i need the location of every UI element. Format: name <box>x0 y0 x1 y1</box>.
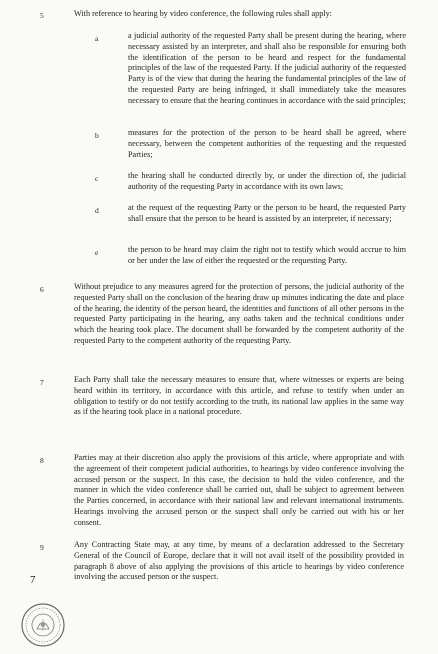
paragraph-text: Without prejudice to any measures agreed for the protection of persons, the judicial authority of the requested Party shall on the conclusion of the hearing draw up minutes indicating the date and place of the hearing, the identity of the person heard, the identities and functions of all other persons in the requested Party participating in the hearing, any oaths taken and the technical conditions under which the hearing took place. The document shall be forwarded by the competent authority of the requested Party to the competent authority of the requesting Party. <box>74 282 404 345</box>
official-seal-icon <box>20 602 66 648</box>
subparagraph-text: a judicial authority of the requested Party shall be present during the hearing, where necessary assisted by an interpreter, and shall also be responsible for ensuring both the identification of the person to be heard and respect for the fundamental principles of the law of the requested Party. If the judicial authority of the requested Party is of the view that during the hearing the fundamental principles of the law of the requested Party are being infringed, it shall immediately take the measures necessary to ensure that the hearing continues in accordance with the said principles; <box>128 31 406 105</box>
subparagraph-letter: a <box>95 34 99 43</box>
subparagraph-letter: c <box>95 174 99 183</box>
subparagraph-text: the hearing shall be conducted directly by, or under the direction of, the judicial authority of the requesting Party in accordance with its own laws; <box>128 171 406 191</box>
subparagraph-text: at the request of the requesting Party or the person to be heard, the requested Party shall ensure that the person to be heard is assisted by an interpreter, if necessary; <box>128 203 406 223</box>
paragraph-text: Each Party shall take the necessary measures to ensure that, where witnesses or experts are being heard within its territory, in accordance with this article, and refuse to testify when under an obligation to testify or do not testify according to the truth, its national law applies in the same way as if the hearing took place in a national procedure. <box>74 375 404 417</box>
paragraph-text: With reference to hearing by video conference, the following rules shall apply: <box>74 9 332 18</box>
paragraph-text: Any Contracting State may, at any time, by means of a declaration addressed to the Secretary General of the Council of Europe, declare that it will not avail itself of the possibility provided in paragraph 8 above of also applying the provisions of this article to hearings by video conference involving the accused person or the suspect. <box>74 540 404 582</box>
paragraph-number: 8 <box>40 456 44 465</box>
subparagraph-letter: b <box>95 131 99 140</box>
subparagraph-text: measures for the protection of the person to be heard shall be agreed, where necessary, between the competent authorities of the requesting and the requested Parties; <box>128 128 406 159</box>
paragraph-number: 7 <box>40 378 44 387</box>
paragraph-number: 9 <box>40 543 44 552</box>
paragraph-number: 6 <box>40 285 44 294</box>
page-number: 7 <box>30 574 36 586</box>
subparagraph-letter: e <box>95 248 99 257</box>
paragraph-text: Parties may at their discretion also apply the provisions of this article, where appropriate and with the agreement of their competent judicial authorities, to hearings by video conference involving the accused person or the suspect. In this case, the decision to hold the video conference, and the manner in which the video conference shall be carried out, shall be subject to agreement between the Parties concerned, in accordance with their national law and relevant international instruments. Hearings involving the accused person or the suspect shall only be carried out with his or her consent. <box>74 453 404 527</box>
subparagraph-text: the person to be heard may claim the right not to testify which would accrue to him or her under the law of either the requested or the requesting Party. <box>128 245 406 265</box>
subparagraph-letter: d <box>95 206 99 215</box>
paragraph-number: 5 <box>40 11 44 20</box>
